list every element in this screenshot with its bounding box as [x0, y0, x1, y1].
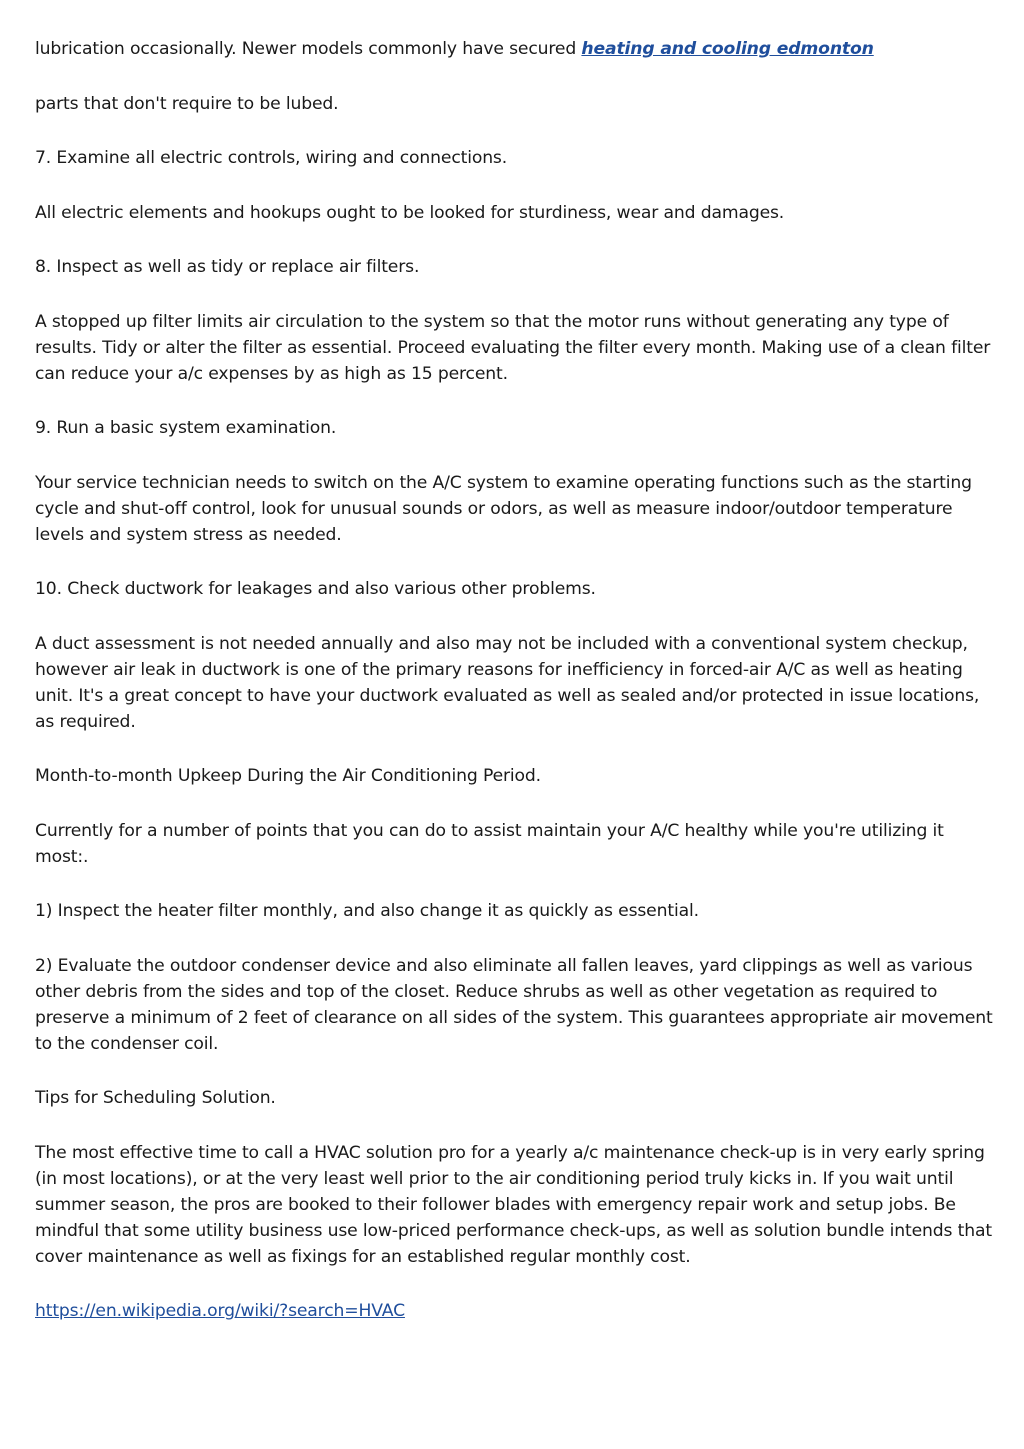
- footer-link-paragraph: [35, 1298, 995, 1324]
- paragraph: Currently for a number of points that you can do to assist maintain your A/C healthy while you're utilizing it most:.: [35, 820, 944, 867]
- paragraph: A duct assessment is not needed annually and also may not be included with a conventional system checkup, however air leak in ductwork is one of the primary reasons for inefficiency in forced-air A/C as well as heating unit. It's a great concept to have your ductwork evaluated as well as sealed and/or protected in issue locations, as required.: [35, 633, 980, 732]
- step-heading-10: 10. Check ductwork for leakages and also various other problems.: [35, 579, 596, 599]
- wikipedia-hvac-link[interactable]: https://en.wikipedia.org/wiki/?search=HVAC: [35, 1301, 405, 1321]
- paragraph: All electric elements and hookups ought to be looked for sturdiness, wear and damages.: [35, 202, 785, 223]
- document-body: [35, 36, 995, 1353]
- paragraph: The most effective time to call a HVAC solution pro for a yearly a/c maintenance check-up is in very early spring (in most locations), or at the very least well prior to the air conditioning period truly kicks in. If you wait until summer season, the pros are booked to their follower blades with emergency repair work and setup jobs. Be mindful that some utility business use low-priced performance check-ups, as well as solution bundle intends that cover maintenance as well as fixings for an established regular monthly cost.: [35, 1142, 992, 1267]
- step-heading-7: 7. Examine all electric controls, wiring and connections.: [35, 148, 508, 168]
- list-item-1: 1) Inspect the heater filter monthly, and also change it as quickly as essential.: [35, 901, 699, 921]
- paragraph: Your service technician needs to switch on the A/C system to examine operating functions such as the starting cycle and shut-off control, look for unusual sounds or odors, as well as measure indoor/outdoor temperature levels and system stress as needed.: [35, 472, 972, 545]
- step-heading-9: 9. Run a basic system examination.: [35, 418, 337, 438]
- paragraph: parts that don't require to be lubed.: [35, 93, 339, 114]
- section-heading-monthly-upkeep: Month-to-month Upkeep During the Air Conditioning Period.: [35, 766, 541, 786]
- list-item-2: 2) Evaluate the outdoor condenser device and also eliminate all fallen leaves, yard clippings as well as various other debris from the sides and top of the closet. Reduce shrubs as well as other vegetation as required to preserve a minimum of 2 feet of clearance on all sides of the system. This guarantees appropriate air movement to the condenser coil.: [35, 955, 993, 1054]
- section-heading-scheduling-tips: Tips for Scheduling Solution.: [35, 1088, 276, 1108]
- paragraph-intro: [35, 36, 995, 62]
- intro-text: lubrication occasionally. Newer models commonly have secured: [35, 39, 582, 59]
- paragraph: A stopped up filter limits air circulation to the system so that the motor runs without generating any type of results. Tidy or alter the filter as essential. Proceed evaluating the filter every month. Making use of a clean filter can reduce your a/c expenses by as high as 15 percent.: [35, 311, 991, 384]
- step-heading-8: 8. Inspect as well as tidy or replace air filters.: [35, 257, 420, 277]
- heating-cooling-link[interactable]: heating and cooling edmonton: [581, 39, 874, 59]
